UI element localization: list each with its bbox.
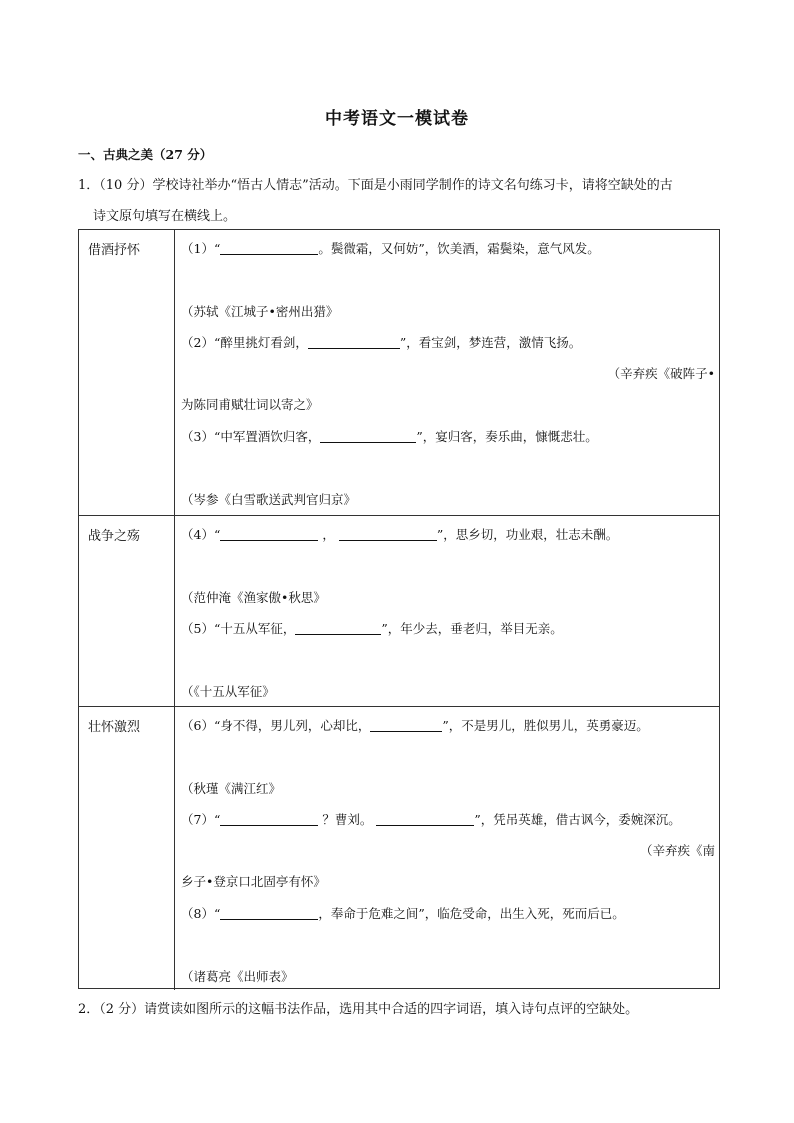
answer-blank-5[interactable] [295, 621, 381, 635]
answer-blank-8[interactable] [220, 906, 318, 920]
question-1-text: 1．（10 分）学校诗社举办“悟古人情志”活动。下面是小雨同学制作的诗文名句练习卡，请将空缺处的古 [78, 178, 673, 193]
poem-line-1: （1）“ 。鬓微霜，又何妨”，饮美酒，霜鬓染，意气风发。 [181, 241, 600, 256]
section-heading: 一、古典之美（27 分） [78, 147, 213, 162]
category-cell: 战争之殇 [79, 516, 175, 706]
poem-practice-table [78, 229, 720, 989]
table-row-2 [79, 515, 719, 706]
poem-line-8: （8）“ ，奉命于危难之间”，临危受命，出生入死，死而后已。 [181, 906, 625, 921]
question-1-text-cont: 诗文原句填写在横线上。 [93, 209, 237, 224]
source-line: （秋瑾《满江红》 [181, 781, 282, 796]
poem-line-4: （4）“ ， ”，思乡切，功业艰，壮志未酬。 [181, 527, 619, 542]
page-title: 中考语文一模试卷 [325, 109, 469, 129]
category-cell: 壮怀激烈 [79, 707, 175, 990]
poem-line-2: （2）“醉里挑灯看剑， ”，看宝剑，梦连营，激情飞扬。 [181, 335, 582, 350]
source-line: （辛弃疾《破阵子• [607, 366, 715, 381]
answer-blank-3[interactable] [320, 429, 416, 443]
source-line: （《十五从军征》 [181, 684, 275, 699]
source-line-cont: 为陈同甫赋壮词以寄之》 [181, 397, 319, 412]
source-line: （岑参《白雪歌送武判官归京》 [181, 492, 357, 507]
poem-line-3: （3）“中军置酒饮归客， ”，宴归客，奏乐曲，慷慨悲壮。 [181, 429, 598, 444]
table-row-1 [79, 230, 719, 515]
content-cell [175, 516, 719, 706]
poem-line-5: （5）“十五从军征， ”，年少去，垂老归，举目无亲。 [181, 621, 563, 636]
source-line: （苏轼《江城子•密州出猎》 [181, 304, 339, 319]
source-line: （辛弃疾《南 [639, 843, 715, 858]
poem-line-7: （7）“ ？曹刘。 ”，凭吊英雄，借古讽今，委婉深沉。 [181, 812, 681, 827]
question-2-text: 2．（2 分）请赏读如图所示的这幅书法作品，选用其中合适的四字词语，填入诗句点评的空缺处。 [78, 1002, 639, 1017]
content-cell [175, 707, 719, 990]
table-row-3 [79, 706, 719, 990]
category-cell: 借酒抒怀 [79, 230, 175, 515]
answer-blank-6[interactable] [370, 718, 442, 732]
source-line: （诸葛亮《出师表》 [181, 969, 294, 984]
answer-blank-1[interactable] [220, 241, 318, 255]
source-line-cont: 乡子•登京口北固亭有怀》 [181, 874, 326, 889]
poem-line-6: （6）“身不得，男儿列，心却比， ”，不是男儿，胜似男儿，英勇豪迈。 [181, 718, 649, 733]
answer-blank-4a[interactable] [220, 527, 318, 541]
answer-blank-7a[interactable] [220, 812, 318, 826]
source-line: （范仲淹《渔家傲•秋思》 [181, 590, 326, 605]
answer-blank-4b[interactable] [339, 527, 437, 541]
answer-blank-2[interactable] [308, 335, 400, 349]
content-cell [175, 230, 719, 515]
answer-blank-7b[interactable] [376, 812, 474, 826]
